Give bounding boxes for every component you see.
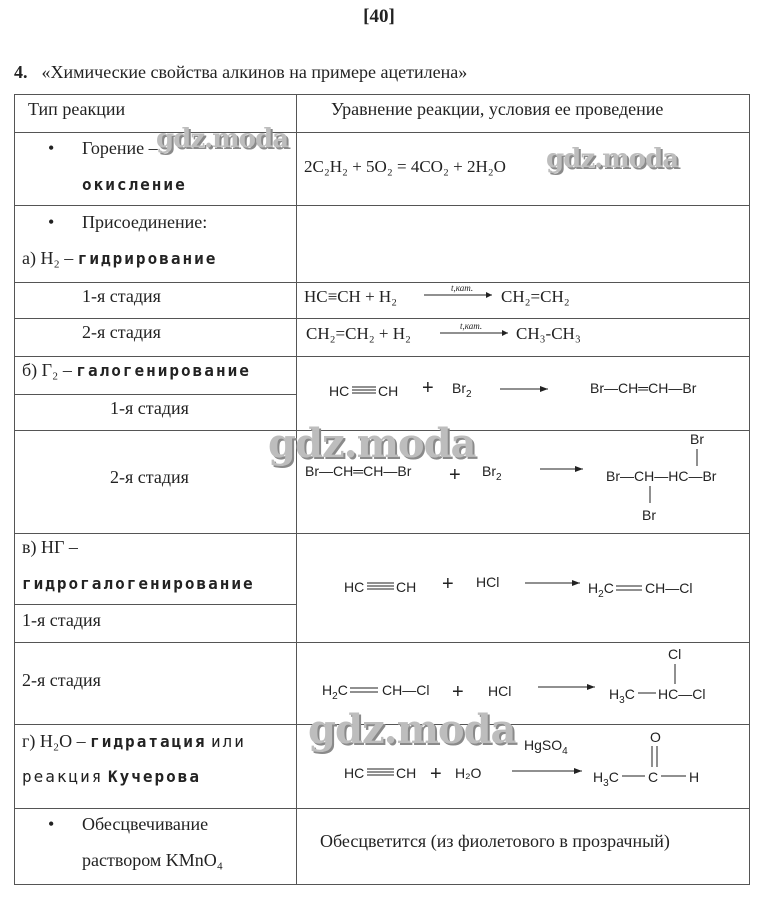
hydrogen-chloride: HCl — [488, 683, 512, 699]
tetrabromoethane-chain: Br—CH—HC—Br — [606, 468, 717, 484]
catalyst-label: t,кат. — [460, 321, 483, 331]
acetaldehyde-h3c: $H_3C$ — [593, 769, 619, 789]
hydrohalogenation-label: в) НГ – — [22, 537, 78, 557]
hydrogenation-stage2-product: CH₃-CH₃ — [516, 324, 581, 343]
carbonyl-oxygen: O — [650, 729, 661, 745]
watermark: gdz.moda — [156, 124, 289, 154]
dibromoethene-reactant: Br—CH═CH—Br — [305, 463, 412, 479]
triple-bond — [367, 769, 394, 775]
hydrogenation-stage2-reactants: CH₂=CH₂ + H₂ — [306, 324, 411, 343]
halogenation-type: галогенирование — [76, 361, 251, 380]
hydrogenation-type: гидрирование — [77, 249, 218, 268]
kucherov-reaction: реакция — [22, 767, 104, 786]
hydrogenation-stage1: 1-я стадия — [82, 286, 161, 306]
acetaldehyde-c: C — [648, 769, 659, 785]
acetylene-ch: CH — [396, 765, 417, 781]
hydrohalogenation-stage1: 1-я стадия — [22, 610, 101, 630]
column-header-type: Тип реакции — [28, 99, 126, 119]
bullet: • — [48, 814, 55, 834]
hydrogenation-stage1-reactants: HC≡CH + H₂ — [304, 287, 398, 306]
bullet: • — [48, 138, 55, 158]
watermark: gdz.moda — [308, 706, 516, 753]
dichloroethane-hccl: HC—Cl — [658, 686, 706, 702]
decolor-label-line2: раствором KMnO₄ — [82, 850, 224, 870]
catalyst-label: t,кат. — [451, 283, 474, 293]
water: H₂O — [455, 765, 482, 781]
plus-sign: + — [449, 464, 461, 486]
acetylene-hc: HC — [329, 383, 350, 399]
hydrohalogenation-type: гидрогалогенирование — [22, 574, 255, 593]
bromine: $Br_2$ — [452, 380, 472, 400]
hydration-type: гидратация — [90, 732, 207, 751]
acetylene-ch: CH — [396, 579, 417, 595]
dibromoethene: Br—CH═CH—Br — [590, 380, 697, 396]
carbonyl-double-bond — [652, 746, 657, 767]
bromine-bottom: Br — [642, 507, 656, 523]
plus-sign: + — [452, 681, 464, 703]
decolor-label-line1: Обесцвечивание — [82, 814, 209, 834]
combustion-type: окисление — [82, 175, 187, 194]
acetylene-ch: CH — [378, 383, 399, 399]
plus-sign: + — [442, 573, 454, 595]
dichloroethane-h3c: $H_3C$ — [609, 686, 635, 706]
plus-sign: + — [430, 763, 442, 785]
hydrogen-chloride: HCl — [476, 574, 500, 590]
bromine: $Br_2$ — [482, 463, 502, 483]
watermark: gdz.moda — [546, 144, 679, 174]
mercury-sulfate-catalyst: HgSO$_4$ — [524, 737, 568, 757]
vinyl-chloride-h2c: $H_2C$ — [322, 682, 348, 702]
heading-number: 4. — [14, 62, 28, 82]
halogenation-label: б) Г₂ – — [22, 360, 72, 380]
vinyl-chloride-chcl: CH—Cl — [645, 580, 693, 596]
acetaldehyde-h: H — [689, 769, 700, 785]
hydrogenation-label: а) H₂ – — [22, 248, 74, 268]
acetylene-hc: HC — [344, 579, 365, 595]
combustion-label: Горение – — [82, 138, 158, 158]
vinyl-chloride-h2c: $H_2C$ — [588, 580, 614, 600]
hydrogenation-stage2: 2-я стадия — [82, 322, 161, 342]
combustion-equation: 2C₂H₂ + 5O₂ = 4CO₂ + 2H₂O — [304, 157, 506, 176]
decolor-result: Обесцветится (из фиолетового в прозрачный) — [320, 831, 670, 851]
hydrohalogenation-stage2: 2-я стадия — [22, 670, 101, 690]
bromine-top: Br — [690, 431, 704, 447]
acetylene-hc: HC — [344, 765, 365, 781]
hydration-or: или — [210, 732, 246, 751]
hydrogenation-stage1-product: CH₂=CH₂ — [501, 287, 570, 306]
page-number: [40] — [363, 6, 395, 27]
vinyl-chloride-chcl: CH—Cl — [382, 682, 430, 698]
hydration-label: г) H₂O – — [22, 731, 86, 751]
halogenation-stage1: 1-я стадия — [110, 398, 189, 418]
addition-label: Присоединение: — [82, 212, 208, 232]
kucherov-name: Кучерова — [107, 767, 201, 786]
chlorine-top: Cl — [668, 646, 682, 662]
heading-title: «Химические свойства алкинов на примере ацетилена» — [41, 62, 468, 82]
halogenation-stage2: 2-я стадия — [110, 467, 189, 487]
watermark: gdz.moda — [268, 420, 476, 467]
arrow-head — [574, 768, 582, 774]
plus-sign: + — [422, 377, 434, 399]
column-header-equation: Уравнение реакции, условия ее проведение — [331, 99, 664, 119]
bullet: • — [48, 212, 55, 232]
